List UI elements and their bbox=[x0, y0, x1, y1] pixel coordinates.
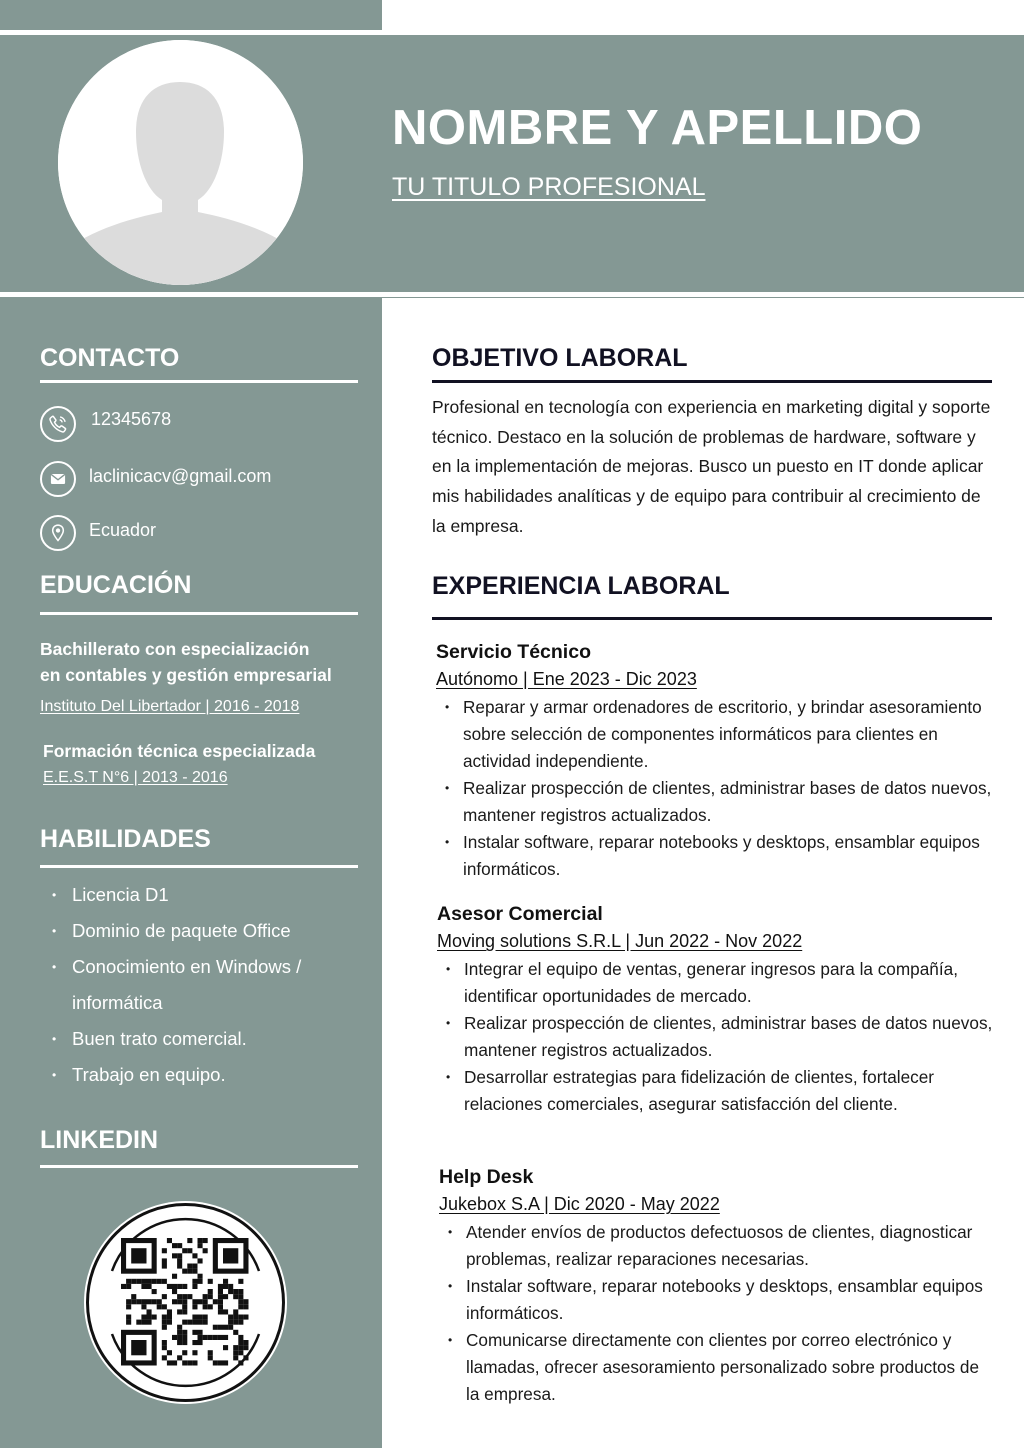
job-responsibilities bbox=[437, 956, 997, 1118]
objective-heading: OBJETIVO LABORAL bbox=[432, 344, 688, 372]
job-responsibilities bbox=[436, 694, 996, 883]
qr-code-icon bbox=[84, 1201, 287, 1404]
job-entry-servicio-tecnico bbox=[436, 639, 996, 883]
skill-item: • Trabajo en equipo. bbox=[52, 1057, 352, 1093]
contact-divider bbox=[40, 380, 358, 383]
contact-location-row bbox=[40, 515, 156, 551]
avatar-silhouette-icon bbox=[58, 40, 303, 285]
linkedin-heading: LINKEDIN bbox=[40, 1126, 159, 1154]
skills-divider bbox=[40, 865, 358, 868]
education-detail-1: Instituto Del Libertador | 2016 - 2018 bbox=[40, 698, 300, 715]
contact-email-row bbox=[40, 461, 271, 497]
experience-divider bbox=[432, 617, 992, 620]
skill-item: • Licencia D1 bbox=[52, 877, 352, 913]
contact-phone-row bbox=[40, 406, 171, 442]
job-responsibilities bbox=[439, 1219, 997, 1408]
job-bullet: • Integrar el equipo de ventas, generar ingresos para la compañía, identificar oportunidades de mercado. bbox=[437, 956, 997, 1010]
professional-title: TU TITULO PROFESIONAL bbox=[392, 173, 706, 201]
job-title: Asesor Comercial bbox=[437, 903, 603, 925]
education-detail-2: E.E.S.T N°6 | 2013 - 2016 bbox=[43, 769, 228, 786]
header-bottom-line bbox=[0, 292, 1024, 297]
profile-photo-placeholder bbox=[58, 40, 303, 285]
email-address: laclinicacv@gmail.com bbox=[89, 465, 272, 486]
education-title-2: Formación técnica especializada bbox=[43, 741, 316, 761]
job-bullet: • Realizar prospección de clientes, administrar bases de datos nuevos, mantener registros actualizados. bbox=[436, 775, 996, 829]
objective-divider bbox=[432, 380, 992, 383]
job-bullet: • Instalar software, reparar notebooks y desktops, ensamblar equipos informáticos. bbox=[436, 829, 996, 883]
phone-number: 12345678 bbox=[91, 408, 172, 429]
job-bullet: • Realizar prospección de clientes, administrar bases de datos nuevos, mantener registros actualizados. bbox=[437, 1010, 997, 1064]
job-entry-help-desk bbox=[439, 1164, 997, 1408]
job-bullet: • Comunicarse directamente con clientes por correo electrónico y llamadas, ofrecer asesoramiento personalizado sobre productos de la empresa. bbox=[439, 1327, 997, 1408]
job-company: Moving solutions S.R.L | Jun 2022 - Nov 2022 bbox=[437, 931, 803, 951]
experience-heading: EXPERIENCIA LABORAL bbox=[432, 572, 730, 600]
location-pin-icon bbox=[40, 515, 76, 551]
linkedin-qr-badge[interactable] bbox=[84, 1201, 287, 1404]
education-heading: EDUCACIÓN bbox=[40, 571, 192, 599]
top-white-strip bbox=[382, 0, 1024, 21]
objective-text: Profesional en tecnología con experiencia en marketing digital y soporte técnico. Destaco en la solución de problemas de hardware, software y en la implementación de mejoras. Busco un puesto en IT donde aplicar mis habilidades analíticas y de equipo para contribuir al crecimiento de la empresa. bbox=[432, 397, 991, 536]
header-top-line bbox=[0, 30, 1024, 35]
location-text: Ecuador bbox=[89, 519, 157, 540]
education-divider bbox=[40, 612, 358, 615]
education-title-1-line-1: Bachillerato con especialización bbox=[40, 639, 310, 659]
skill-item: • Dominio de paquete Office bbox=[52, 913, 352, 949]
contact-heading: CONTACTO bbox=[40, 344, 180, 372]
skill-item: • Conocimiento en Windows / informática bbox=[52, 949, 352, 1021]
job-bullet: • Reparar y armar ordenadores de escritorio, y brindar asesoramiento sobre selección de componentes informáticos para clientes en actividad independiente. bbox=[436, 694, 996, 775]
job-title: Help Desk bbox=[439, 1166, 534, 1188]
education-title-1-line-2: en contables y gestión empresarial bbox=[40, 665, 332, 685]
job-title: Servicio Técnico bbox=[436, 641, 591, 663]
linkedin-divider bbox=[40, 1165, 358, 1168]
skill-item: • Buen trato comercial. bbox=[52, 1021, 352, 1057]
job-bullet: • Instalar software, reparar notebooks y desktops, ensamblar equipos informáticos. bbox=[439, 1273, 997, 1327]
candidate-name: NOMBRE Y APELLIDO bbox=[392, 101, 923, 155]
phone-icon bbox=[40, 406, 76, 442]
job-entry-asesor-comercial bbox=[437, 901, 997, 1118]
mail-icon bbox=[40, 461, 76, 497]
job-bullet: • Atender envíos de productos defectuosos de clientes, diagnosticar problemas, realizar reparaciones necesarias. bbox=[439, 1219, 997, 1273]
job-company: Jukebox S.A | Dic 2020 - May 2022 bbox=[439, 1194, 720, 1214]
job-bullet: • Desarrollar estrategias para fidelización de clientes, fortalecer relaciones comerciales, asegurar satisfacción del cliente. bbox=[437, 1064, 997, 1118]
job-company: Autónomo | Ene 2023 - Dic 2023 bbox=[436, 669, 697, 689]
skills-list bbox=[52, 877, 352, 1093]
skills-heading: HABILIDADES bbox=[40, 825, 211, 853]
